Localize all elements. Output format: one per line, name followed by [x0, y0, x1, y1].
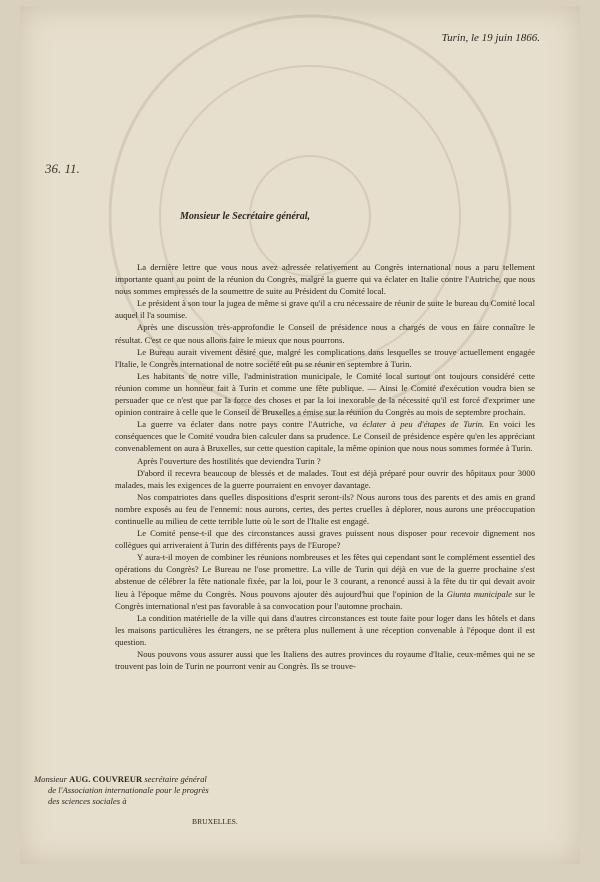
- paragraph-war: [115, 418, 535, 454]
- paragraph-war-end: En voici les conséquences que le Comité voudra bien calculer dans sa prudence. Le Conseil de présidence espère qu'en les appréciant convenablement on aura à Bruxelles, sur cette question capitale, la même opinion que nous nous sommes formée à Turin.: [115, 419, 535, 454]
- paragraph: Le Comité pense-t-il que des circonstances aussi graves puissent nous disposer pour recevoir dignement nos collègues qui arriveraient à Turin des différents pays de l'Europe?: [115, 528, 535, 551]
- paragraph: La condition matérielle de la ville qui dans d'autres circonstances est toute faite pour loger dans les hôtels et dans les maisons particulières les étrangers, ne se prêtera plus nullement à une réception convenable à l'époque dont il est question.: [115, 612, 535, 647]
- letter-body: [115, 261, 535, 672]
- addressee-block: [34, 774, 244, 827]
- addressee-line3: des sciences sociales à: [48, 796, 127, 807]
- paragraph-means-end: sur le Congrès international n'est pas favorable à sa convocation pour l'automne prochain.: [115, 588, 535, 611]
- addressee-name: AUG. COUVREUR: [69, 774, 143, 784]
- addressee-city: BRUXELLES.: [192, 816, 238, 826]
- addressee-line2: de l'Association internationale pour le progrès: [48, 785, 209, 796]
- paragraph: D'abord il recevra beaucoup de blessés et de malades. Tout est déjà préparé pour ouvrir des hôpitaux pour 3000 malades, mais les exigences de la guerre pourraient en envoyer davantage.: [115, 467, 535, 490]
- paragraph-war-start: La guerre va éclater dans notre pays contre l'Autriche,: [137, 419, 345, 430]
- paragraph: Le président à son tour la jugea de même si grave qu'il a cru nécessaire de réunir de suite le bureau du Comité local auquel il l'a soumise.: [115, 298, 535, 321]
- paragraph: La dernière lettre que vous nous avez adressée relativement au Congrès international nous a paru tellement importante quant au point de la réunion du Congrès, malgré la guerre qui va éclater en Italie contre l'Autriche, que nous nous sommes empressés de la soumettre de suite au Président du Comité local.: [115, 262, 535, 297]
- paragraph: Après l'ouverture des hostilités que deviendra Turin ?: [137, 455, 321, 466]
- paragraph: Nos compatriotes dans quelles dispositions d'esprit seront-ils? Nous aurons tous des parents et des amis en grand nombre exposés au feu de l'ennemi: nous aurons, certes, des pertes cruelles à déplorer, nous aurons une préoccupation continuelle au milieu de cette terrible lutte où le sort de l'Italie est engagé.: [115, 491, 535, 526]
- salutation: Monsieur le Secrétaire général,: [180, 211, 310, 222]
- paragraph-war-italic: va éclater à peu d'étapes de Turin.: [349, 419, 485, 430]
- addressee-prefix: Monsieur: [34, 774, 67, 784]
- letter-date: Turin, le 19 juin 1866.: [441, 32, 540, 44]
- letter-page: [20, 6, 580, 864]
- addressee-title: secrétaire général: [144, 774, 207, 784]
- paragraph: Le Bureau aurait vivement désiré que, malgré les complications dans lesquelles se trouve actuellement engagée l'Italie, le Congrès international de notre société eût pu se réunir en septembre à Turin.: [115, 346, 535, 369]
- addressee-line1: [34, 774, 244, 785]
- paragraph-means-italic: Giunta municipale: [446, 588, 512, 599]
- reference-number: 36. 11.: [45, 161, 80, 176]
- paragraph: Après une discussion très-approfondie le Conseil de présidence nous a chargés de vous en faire connaître le résultat. C'est ce que nous allons faire le mieux que nous pourrons.: [115, 322, 535, 345]
- paragraph: Nous pouvons vous assurer aussi que les Italiens des autres provinces du royaume d'Italie, ceux-mêmes qui ne se trouvent pas loin de Turin ne pourront venir au Congrès. Ils se trouve-: [115, 649, 535, 672]
- paragraph: Les habitants de notre ville, l'administration municipale, le Comité local surtout ont toujours considéré cette réunion comme un honneur fait à Turin et comme une fête publique. — Ainsi le Comité d'exécution voudra bien se persuader que ce n'est que par la force des choses et par la loi inexorable de la nécessité qu'il est forcé d'exprimer une opinion contraire à celle que le Conseil de Bruxelles a émise sur la réunion du Congrès au mois de septembre prochain.: [115, 370, 535, 418]
- paragraph-means-start: Y aura-t-il moyen de combiner les réunions nombreuses et les fêtes qui cependant sont le complément essentiel des opérations du Congrès? Le Bureau ne l'ose promettre. La ville de Turin qui déjà en vue de la guerre prochaine s'est abstenue de célébrer la fête nationale fixée, par la loi, pour le 3 courant, a renoncé aussi à la fête du tir qui devait avoir lieu à l'époque même du Congrès. Nous pouvons ajouter dès aujourd'hui que l'opinion de la: [115, 552, 535, 599]
- paragraph-means: [115, 551, 535, 611]
